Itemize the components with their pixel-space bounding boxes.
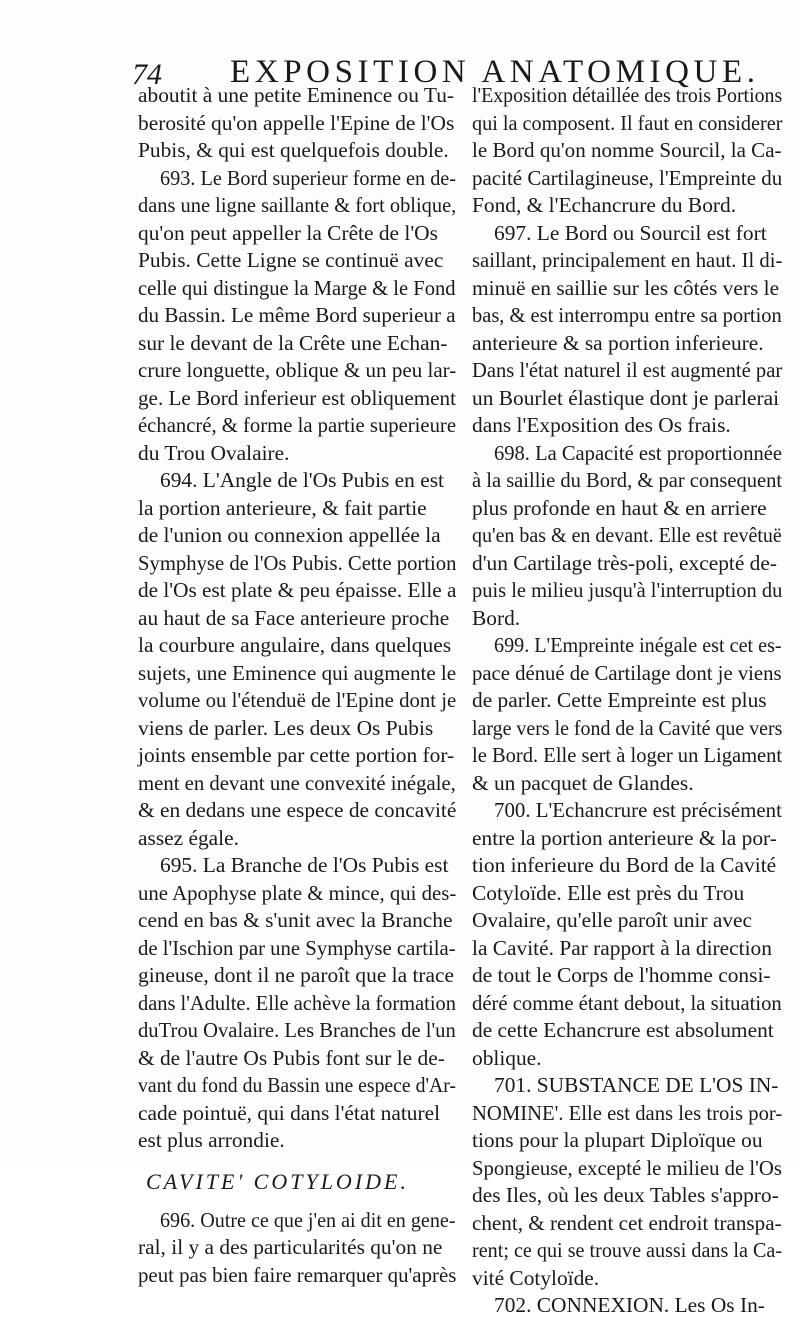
text-line: qu'on peut appeller la Crête de l'Os — [138, 220, 438, 245]
text-line: viens de parler. Les deux Os Pubis — [138, 715, 434, 740]
text-line: Symphyse de l'Os Pubis. Cette portion — [138, 550, 457, 575]
text-line: peut pas bien faire remarquer qu'après — [138, 1262, 457, 1287]
text-line: 702. CONNEXION. Les Os In- — [494, 1293, 765, 1317]
text-line: qu'en bas & en devant. Elle est revêtuë — [472, 523, 782, 547]
text-line: au haut de sa Face anterieure proche — [138, 605, 450, 630]
text-line: Spongieuse, excepté le milieu de l'Os — [472, 1155, 782, 1180]
text-line: ment en devant une convexité inégale, — [138, 770, 456, 795]
text-line: Pubis, & qui est quelquefois double. — [138, 138, 449, 162]
text-line: duTrou Ovalaire. Les Branches de l'un — [138, 1018, 456, 1042]
text-line: pacité Cartilagineuse, l'Empreinte du — [472, 165, 783, 190]
text-line: 699. L'Empreinte inégale est cet es- — [494, 633, 782, 657]
text-line: rent; ce qui se trouve aussi dans la Ca- — [472, 1238, 783, 1262]
text-line: aboutit à une petite Eminence ou Tu- — [138, 83, 455, 107]
text-line: 697. Le Bord ou Sourcil est fort — [494, 220, 767, 245]
left-column-lines — [138, 82, 456, 1155]
text-line: de tout le Corps de l'homme consi- — [472, 963, 771, 987]
text-line: du Trou Ovalaire. — [138, 440, 290, 465]
text-line: vant du fond du Bassin une espece d'Ar- — [138, 1073, 456, 1097]
text-line: NOMINE'. Elle est dans les trois por- — [472, 1100, 783, 1125]
text-line: saillant, principalement en haut. Il di- — [472, 248, 783, 272]
text-line: 693. Le Bord superieur forme en de- — [160, 165, 457, 190]
text-line: Pubis. Cette Ligne se continuë avec — [138, 248, 444, 272]
left-column-tail-lines — [138, 1207, 456, 1290]
section-heading: CAVITE' COTYLOIDE. — [146, 1168, 409, 1194]
text-line: Dans l'état naturel il est augmenté par — [472, 358, 783, 382]
text-line: & un pacquet de Glandes. — [472, 770, 694, 795]
text-line: la Cavité. Par rapport à la direction — [472, 935, 772, 960]
text-line: 694. L'Angle de l'Os Pubis en est — [160, 468, 444, 492]
text-line: Bord. — [472, 605, 521, 630]
text-line: d'un Cartilage très-poli, excepté de- — [472, 550, 777, 575]
text-line: de cette Echancrure est absolument — [472, 1018, 774, 1042]
text-line: à la saillie du Bord, & par consequent — [472, 468, 783, 492]
text-line: plus profonde en haut & en arriere — [472, 495, 767, 520]
text-line: volume ou l'étenduë de l'Epine dont je — [138, 688, 457, 712]
text-line: 696. Outre ce que j'en ai dit en gene- — [160, 1207, 456, 1232]
text-line: 701. SUBSTANCE DE L'OS IN- — [494, 1073, 779, 1097]
text-line: pace dénué de Cartilage dont je viens — [472, 660, 782, 685]
page-number: 74 — [132, 58, 162, 91]
text-line: tion inferieure du Bord de la Cavité — [472, 853, 777, 877]
text-line: puis le milieu jusqu'à l'interruption du — [472, 578, 783, 602]
text-line: joints ensemble par cette portion for- — [138, 743, 455, 767]
text-line: sujets, une Eminence qui augmente le — [138, 660, 457, 685]
text-line: Cotyloïde. Elle est près du Trou — [472, 880, 745, 905]
text-line: l'Exposition détaillée des trois Portions — [472, 83, 783, 107]
right-column — [472, 82, 782, 1320]
text-line: de l'union ou connexion appellée la — [138, 523, 441, 547]
text-line: bas, & est interrompu entre sa portion — [472, 303, 782, 327]
text-line: ge. Le Bord inferieur est obliquement — [138, 385, 456, 410]
text-line: le Bord qu'on nomme Sourcil, la Ca- — [472, 138, 782, 162]
text-line: la courbure angulaire, dans quelques — [138, 633, 452, 657]
text-line: & en dedans une espece de concavité — [138, 798, 457, 822]
text-line: Ovalaire, qu'elle paroît unir avec — [472, 908, 753, 932]
running-title: EXPOSITION ANATOMIQUE. — [230, 54, 760, 90]
text-line: dans l'Exposition des Os frais. — [472, 413, 731, 437]
text-line: de l'Ischion par une Symphyse cartila- — [138, 935, 456, 960]
text-line: assez égale. — [138, 825, 239, 850]
text-line: entre la portion anterieure & la por- — [472, 825, 777, 850]
text-line: berosité qu'on appelle l'Epine de l'Os — [138, 110, 455, 135]
text-line: ral, il y a des particularités qu'on ne — [138, 1235, 443, 1259]
text-line: du Bassin. Le même Bord superieur a — [138, 303, 456, 327]
text-line: le Bord. Elle sert à loger un Ligament — [472, 743, 783, 767]
text-line: cend en bas & s'unit avec la Branche — [138, 908, 453, 932]
text-line: 698. La Capacité est proportionnée — [494, 440, 782, 465]
text-line: des Iles, où les deux Tables s'appro- — [472, 1183, 779, 1207]
text-line: échancré, & forme la partie superieure — [138, 413, 456, 437]
right-column-lines — [472, 82, 782, 1320]
text-line: dans l'Adulte. Elle achève la formation — [138, 990, 456, 1015]
left-column — [138, 82, 456, 1289]
text-line: dans une ligne saillante & fort oblique, — [138, 193, 457, 217]
text-line: qui la composent. Il faut en considerer — [472, 110, 783, 135]
text-line: de parler. Cette Empreinte est plus — [472, 688, 767, 712]
text-line: celle qui distingue la Marge & le Fond — [138, 275, 456, 300]
text-line: oblique. — [472, 1045, 542, 1070]
text-line: chent, & rendent cet endroit transpa- — [472, 1210, 782, 1235]
text-line: est plus arrondie. — [138, 1128, 285, 1152]
text-line: 695. La Branche de l'Os Pubis est — [160, 853, 449, 877]
text-line: une Apophyse plate & mince, qui des- — [138, 880, 457, 905]
text-line: anterieure & sa portion inferieure. — [472, 330, 764, 355]
text-line: minuë en saillie sur les côtés vers le — [472, 275, 780, 300]
text-line: sur le devant de la Crête une Echan- — [138, 330, 448, 355]
text-line: déré comme étant debout, la situation — [472, 990, 782, 1015]
text-line: cade pointuë, qui dans l'état naturel — [138, 1100, 441, 1125]
text-line: tions pour la plupart Diploïque ou — [472, 1128, 763, 1152]
text-line: Fond, & l'Echancrure du Bord. — [472, 193, 737, 217]
text-line: gineuse, dont il ne paroît que la trace — [138, 963, 454, 987]
text-line: la portion anterieure, & fait partie — [138, 495, 427, 520]
text-line: 700. L'Echancrure est précisément — [494, 798, 782, 822]
text-line: & de l'autre Os Pubis font sur le de- — [138, 1045, 445, 1070]
text-line: de l'Os est plate & peu épaisse. Elle a — [138, 578, 457, 602]
text-line: crure longuette, oblique & un peu lar- — [138, 358, 457, 382]
text-line: vité Cotyloïde. — [472, 1265, 600, 1290]
text-line: un Bourlet élastique dont je parlerai — [472, 385, 780, 410]
text-line: large vers le fond de la Cavité que vers — [472, 715, 783, 740]
